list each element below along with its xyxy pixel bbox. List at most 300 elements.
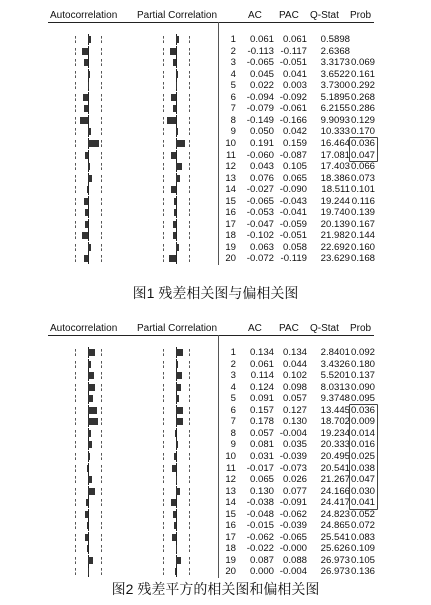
ac-bar [87, 465, 88, 472]
table-row [0, 69, 431, 80]
ac-cell: 0.124 [249, 381, 274, 393]
pac-axis [176, 92, 177, 103]
table-row [0, 359, 431, 370]
prob-cell: 0.268 [350, 91, 375, 103]
lag-cell: 10 [225, 450, 236, 462]
ac-bar [87, 522, 88, 529]
confidence-band [75, 395, 76, 402]
pac-cell: -0.065 [279, 531, 307, 543]
pac-cell: 0.044 [282, 358, 307, 370]
confidence-band [163, 244, 164, 251]
table-row [0, 242, 431, 253]
pac-bar [176, 418, 183, 425]
lag-cell: 1 [230, 34, 236, 45]
ac-bar [88, 361, 91, 368]
confidence-band [189, 545, 190, 552]
qstat-cell: 3.7300 [320, 80, 350, 92]
pac-axis [176, 463, 177, 474]
confidence-band [163, 453, 164, 460]
table-row [0, 347, 431, 358]
qstat-cell: 20.495 [320, 450, 350, 462]
lag-cell: 12 [225, 161, 236, 173]
pac-cell: 0.159 [282, 137, 307, 149]
pac-cell: -0.092 [279, 91, 307, 103]
ac-axis [88, 532, 89, 543]
confidence-band [189, 59, 190, 66]
pac-bar [176, 407, 183, 414]
confidence-band [163, 465, 164, 472]
header-autocorrelation: Autocorrelation [50, 323, 118, 334]
qstat-cell: 3.3173 [320, 57, 350, 69]
pac-bar [172, 534, 176, 541]
qstat-cell: 21.267 [320, 474, 350, 486]
pac-cell: 0.057 [282, 393, 307, 405]
confidence-band [101, 128, 102, 135]
header-autocorrelation: Autocorrelation [50, 10, 118, 21]
confidence-band [189, 361, 190, 368]
confidence-band [189, 117, 190, 124]
confidence-band [75, 441, 76, 448]
ac-bar [88, 128, 91, 135]
pac-bar [176, 476, 177, 483]
confidence-band [75, 557, 76, 564]
ac-bar [88, 140, 99, 147]
confidence-band [189, 465, 190, 472]
ac-bar [88, 441, 92, 448]
pac-bar [176, 36, 179, 43]
ac-cell: 0.050 [249, 126, 274, 138]
header-pac: PAC [279, 323, 299, 334]
confidence-band [101, 522, 102, 529]
confidence-band [189, 372, 190, 379]
pac-cell: -0.090 [279, 184, 307, 196]
lag-cell: 7 [230, 416, 236, 428]
table-row [0, 173, 431, 184]
confidence-band [163, 372, 164, 379]
table-row [0, 219, 431, 230]
lag-cell: 18 [225, 543, 236, 555]
prob-cell: 0.066 [350, 161, 375, 173]
ac-cell: 0.057 [249, 427, 274, 439]
pac-bar [171, 186, 176, 193]
confidence-band [75, 361, 76, 368]
pac-bar [176, 82, 177, 89]
confidence-band [163, 476, 164, 483]
ac-cell: -0.113 [247, 45, 274, 57]
confidence-band [163, 430, 164, 437]
ac-cell: 0.031 [249, 450, 274, 462]
header-qstat: Q-Stat [310, 323, 339, 334]
prob-cell: 0.168 [350, 253, 375, 265]
ac-bar [88, 384, 95, 391]
table-row [0, 520, 431, 531]
pac-cell: -0.043 [279, 195, 307, 207]
table-row [0, 532, 431, 543]
figure-caption: 图1 残差相关图与偏相关图 [132, 285, 299, 301]
prob-cell: 0.139 [350, 207, 375, 219]
ac-cell: 0.061 [249, 34, 274, 45]
confidence-band [101, 175, 102, 182]
pac-axis [176, 253, 177, 264]
pac-bar [176, 372, 182, 379]
ac-cell: -0.047 [246, 218, 274, 230]
prob-cell: 0.036 [350, 137, 375, 149]
confidence-band [189, 82, 190, 89]
table-row [0, 393, 431, 404]
lag-cell: 16 [225, 207, 236, 219]
ac-bar [85, 209, 88, 216]
pac-bar [169, 255, 176, 262]
table-row [0, 370, 431, 381]
confidence-band [101, 36, 102, 43]
confidence-band [75, 221, 76, 228]
confidence-band [75, 48, 76, 55]
ac-bar [88, 568, 89, 575]
confidence-band [163, 534, 164, 541]
pac-cell: 0.127 [282, 404, 307, 416]
ac-bar [88, 476, 92, 483]
ac-axis [88, 509, 89, 520]
qstat-cell: 24.823 [320, 508, 350, 520]
confidence-band [101, 465, 102, 472]
confidence-band [163, 152, 164, 159]
ac-cell: -0.065 [246, 57, 274, 69]
prob-cell: 0.083 [350, 531, 375, 543]
pac-axis [176, 103, 177, 114]
ac-bar [88, 82, 89, 89]
confidence-band [75, 94, 76, 101]
confidence-band [163, 175, 164, 182]
pac-cell: -0.000 [279, 543, 307, 555]
ac-bar [88, 163, 90, 170]
pac-bar [176, 163, 182, 170]
confidence-band [101, 105, 102, 112]
pac-cell: 0.134 [282, 347, 307, 358]
confidence-band [101, 395, 102, 402]
ac-cell: -0.015 [246, 520, 274, 532]
confidence-band [101, 488, 102, 495]
qstat-cell: 8.0313 [320, 381, 350, 393]
confidence-band [163, 349, 164, 356]
header-prob: Prob [350, 10, 372, 21]
lag-cell: 1 [230, 347, 236, 358]
confidence-band [101, 545, 102, 552]
confidence-band [101, 232, 102, 239]
confidence-band [75, 71, 76, 78]
ac-cell: -0.053 [246, 207, 274, 219]
qstat-cell: 23.629 [320, 253, 350, 265]
prob-cell: 0.129 [350, 114, 375, 126]
table-row [0, 34, 431, 45]
pac-axis [176, 520, 177, 531]
pac-axis [176, 196, 177, 207]
confidence-band [101, 349, 102, 356]
confidence-band [75, 349, 76, 356]
ac-cell: -0.027 [246, 184, 274, 196]
prob-cell: 0.109 [350, 543, 375, 555]
confidence-band [101, 557, 102, 564]
prob-cell: 0.069 [350, 57, 375, 69]
ac-cell: -0.062 [246, 531, 274, 543]
pac-cell: -0.091 [279, 497, 307, 509]
lag-cell: 3 [230, 370, 236, 382]
pac-cell: 0.026 [282, 474, 307, 486]
pac-cell: 0.058 [282, 241, 307, 253]
confidence-band [163, 198, 164, 205]
ac-bar [88, 36, 91, 43]
ac-axis [88, 219, 89, 230]
ac-bar [88, 71, 90, 78]
confidence-band [101, 244, 102, 251]
table-row [0, 382, 431, 393]
ac-cell: -0.038 [246, 497, 274, 509]
table-row [0, 566, 431, 577]
confidence-band [75, 465, 76, 472]
lag-cell: 13 [225, 485, 236, 497]
lag-cell: 16 [225, 520, 236, 532]
pac-cell: -0.087 [279, 149, 307, 161]
ac-bar [85, 221, 88, 228]
ac-axis [88, 103, 89, 114]
pac-cell: -0.117 [280, 45, 307, 57]
confidence-band [101, 407, 102, 414]
ac-cell: 0.022 [249, 80, 274, 92]
pac-axis [176, 451, 177, 462]
qstat-cell: 19.234 [320, 427, 350, 439]
confidence-band [189, 232, 190, 239]
confidence-band [163, 71, 164, 78]
ac-axis [88, 184, 89, 195]
confidence-band [101, 198, 102, 205]
table-row [0, 161, 431, 172]
pac-bar [176, 349, 183, 356]
confidence-band [163, 186, 164, 193]
lag-cell: 8 [230, 427, 236, 439]
table-row [0, 207, 431, 218]
qstat-cell: 2.8401 [320, 347, 350, 358]
confidence-band [75, 534, 76, 541]
header-prob: Prob [350, 323, 372, 334]
pac-axis [176, 207, 177, 218]
prob-cell: 0.041 [350, 497, 375, 509]
confidence-band [163, 36, 164, 43]
prob-cell: 0.116 [351, 195, 375, 207]
prob-cell: 0.105 [350, 554, 375, 566]
figure-caption: 图2 残差平方的相关图和偏相关图 [111, 581, 320, 597]
confidence-band [101, 441, 102, 448]
confidence-band [75, 418, 76, 425]
table-row [0, 80, 431, 91]
prob-cell: 0.101 [350, 184, 375, 196]
confidence-band [189, 48, 190, 55]
confidence-band [163, 48, 164, 55]
pac-bar [171, 499, 176, 506]
prob-cell: 0.090 [350, 381, 375, 393]
confidence-band [189, 140, 190, 147]
ac-cell: 0.045 [249, 68, 274, 80]
pac-bar [171, 152, 176, 159]
confidence-band [163, 117, 164, 124]
confidence-band [163, 59, 164, 66]
pac-cell: -0.059 [279, 218, 307, 230]
ac-axis [88, 497, 89, 508]
confidence-band [75, 511, 76, 518]
confidence-band [101, 48, 102, 55]
pac-bar [174, 198, 176, 205]
pac-axis [176, 428, 177, 439]
ac-cell: -0.048 [246, 508, 274, 520]
ac-axis [88, 543, 89, 554]
confidence-band [189, 198, 190, 205]
prob-cell: 0.144 [350, 230, 375, 242]
pac-cell: -0.051 [279, 57, 307, 69]
confidence-band [101, 221, 102, 228]
ac-axis [88, 463, 89, 474]
pac-cell: 0.102 [282, 370, 307, 382]
ac-cell: 0.081 [249, 439, 274, 451]
confidence-band [101, 186, 102, 193]
ac-cell: 0.130 [249, 485, 274, 497]
ac-axis [88, 46, 89, 57]
column-separator [218, 22, 219, 265]
prob-cell: 0.092 [350, 347, 375, 358]
lag-cell: 11 [226, 462, 236, 474]
qstat-cell: 20.541 [320, 462, 350, 474]
prob-cell: 0.292 [350, 80, 375, 92]
confidence-band [189, 244, 190, 251]
pac-axis [176, 46, 177, 57]
lag-cell: 12 [225, 474, 236, 486]
lag-cell: 2 [230, 45, 236, 57]
lag-cell: 14 [225, 497, 236, 509]
qstat-cell: 26.973 [320, 554, 350, 566]
confidence-band [163, 499, 164, 506]
header-pac: PAC [279, 10, 299, 21]
qstat-cell: 26.973 [320, 566, 350, 578]
confidence-band [101, 476, 102, 483]
confidence-band [163, 82, 164, 89]
lag-cell: 15 [225, 195, 236, 207]
confidence-band [101, 59, 102, 66]
confidence-band [101, 499, 102, 506]
ac-bar [88, 453, 90, 460]
table-row [0, 126, 431, 137]
qstat-cell: 24.865 [320, 520, 350, 532]
confidence-band [101, 117, 102, 124]
confidence-band [75, 186, 76, 193]
qstat-cell: 17.081 [320, 149, 350, 161]
ac-cell: 0.065 [249, 474, 274, 486]
prob-cell: 0.161 [350, 68, 375, 80]
pac-bar [171, 94, 176, 101]
ac-bar [84, 59, 88, 66]
ac-cell: -0.102 [246, 230, 274, 242]
confidence-band [101, 430, 102, 437]
confidence-band [163, 105, 164, 112]
ac-cell: 0.061 [249, 358, 274, 370]
lag-cell: 4 [230, 381, 236, 393]
confidence-band [75, 407, 76, 414]
ac-cell: 0.134 [249, 347, 274, 358]
confidence-band [75, 568, 76, 575]
confidence-band [163, 441, 164, 448]
pac-cell: 0.065 [282, 172, 307, 184]
confidence-band [75, 255, 76, 262]
qstat-cell: 18.702 [320, 416, 350, 428]
lag-cell: 11 [226, 149, 236, 161]
pac-axis [176, 115, 177, 126]
confidence-band [75, 36, 76, 43]
confidence-band [189, 94, 190, 101]
ac-bar [85, 534, 88, 541]
ac-cell: 0.000 [249, 566, 274, 578]
qstat-cell: 19.244 [320, 195, 350, 207]
lag-cell: 9 [230, 126, 236, 138]
qstat-cell: 24.166 [320, 485, 350, 497]
prob-cell: 0.170 [350, 126, 375, 138]
pac-cell: -0.004 [279, 427, 307, 439]
confidence-band [75, 499, 76, 506]
lag-cell: 19 [225, 241, 236, 253]
qstat-cell: 16.464 [320, 137, 350, 149]
prob-cell: 0.160 [350, 241, 375, 253]
confidence-band [189, 105, 190, 112]
confidence-band [101, 140, 102, 147]
confidence-band [75, 59, 76, 66]
prob-cell: 0.030 [350, 485, 375, 497]
ac-cell: 0.063 [249, 241, 274, 253]
ac-bar [82, 48, 88, 55]
ac-cell: -0.017 [246, 462, 274, 474]
confidence-band [189, 476, 190, 483]
ac-cell: -0.060 [246, 149, 274, 161]
lag-cell: 14 [225, 184, 236, 196]
ac-cell: -0.149 [246, 114, 274, 126]
pac-bar [176, 244, 179, 251]
confidence-band [75, 522, 76, 529]
lag-cell: 6 [230, 404, 236, 416]
qstat-cell: 5.5201 [320, 370, 350, 382]
confidence-band [75, 140, 76, 147]
ac-bar [88, 372, 94, 379]
pac-bar [174, 453, 176, 460]
qstat-cell: 25.541 [320, 531, 350, 543]
qstat-cell: 17.403 [320, 161, 350, 173]
confidence-band [75, 372, 76, 379]
confidence-band [75, 488, 76, 495]
confidence-band [101, 534, 102, 541]
pac-bar [175, 430, 176, 437]
confidence-band [189, 557, 190, 564]
confidence-band [75, 545, 76, 552]
confidence-band [163, 361, 164, 368]
pac-axis [176, 219, 177, 230]
confidence-band [189, 349, 190, 356]
pac-axis [176, 509, 177, 520]
lag-cell: 4 [230, 68, 236, 80]
prob-cell: 0.052 [350, 508, 375, 520]
ac-bar [86, 499, 88, 506]
pac-bar [173, 221, 176, 228]
ac-bar [87, 545, 88, 552]
pac-bar [176, 395, 179, 402]
pac-cell: -0.051 [279, 230, 307, 242]
confidence-band [189, 36, 190, 43]
confidence-band [75, 476, 76, 483]
ac-axis [88, 57, 89, 68]
ac-bar [88, 395, 93, 402]
table-row [0, 253, 431, 264]
